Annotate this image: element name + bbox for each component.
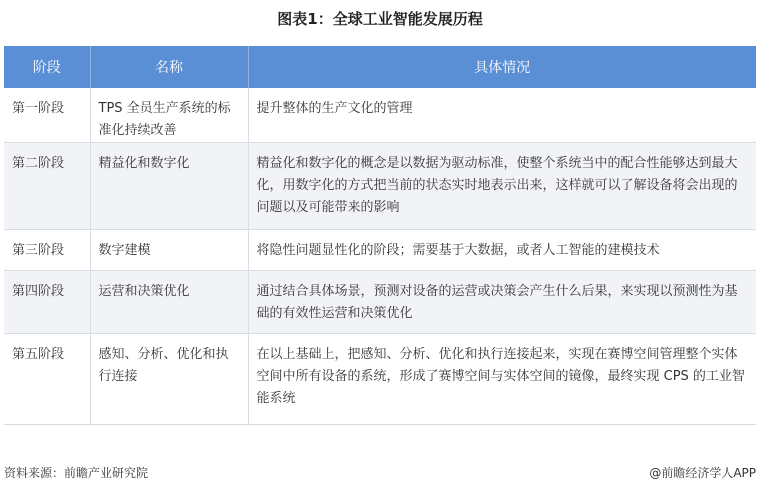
table-row	[4, 334, 756, 425]
cell-detail: 精益化和数字化的概念是以数据为驱动标准，使整个系统当中的配合性能够达到最大化，用数字化的方式把当前的状态实时地表示出来，这样就可以了解设备将会出现的问题以及可能带来的影响	[248, 143, 756, 230]
cell-stage: 第四阶段	[4, 271, 90, 334]
chart-title: 图表1：全球工业智能发展历程	[277, 10, 483, 28]
table-row	[4, 230, 756, 271]
cell-detail: 通过结合具体场景，预测对设备的运营或决策会产生什么后果，来实现以预测性为基础的有效性运营和决策优化	[248, 271, 756, 334]
cell-stage: 第三阶段	[4, 230, 90, 271]
cell-name: 数字建模	[90, 230, 248, 271]
cell-name: TPS 全员生产系统的标准化持续改善	[90, 88, 248, 143]
table-row	[4, 88, 756, 143]
cell-stage: 第一阶段	[4, 88, 90, 143]
table-header-row	[4, 46, 756, 88]
header-stage: 阶段	[4, 46, 90, 88]
cell-detail: 在以上基础上，把感知、分析、优化和执行连接起来，实现在赛博空间管理整个实体空间中所有设备的系统，形成了赛博空间与实体空间的镜像，最终实现 CPS 的工业智能系统	[248, 334, 756, 425]
header-name: 名称	[90, 46, 248, 88]
cell-detail: 提升整体的生产文化的管理	[248, 88, 756, 143]
development-history-table	[4, 46, 756, 425]
cell-name: 运营和决策优化	[90, 271, 248, 334]
brand-credit: @前瞻经济学人APP	[649, 466, 756, 480]
source-note: 资料来源：前瞻产业研究院	[4, 466, 149, 480]
table-row	[4, 271, 756, 334]
cell-detail: 将隐性问题显性化的阶段；需要基于大数据，或者人工智能的建模技术	[248, 230, 756, 271]
cell-name: 精益化和数字化	[90, 143, 248, 230]
cell-stage: 第五阶段	[4, 334, 90, 425]
header-detail: 具体情况	[248, 46, 756, 88]
cell-stage: 第二阶段	[4, 143, 90, 230]
cell-name: 感知、分析、优化和执行连接	[90, 334, 248, 425]
table-row	[4, 143, 756, 230]
